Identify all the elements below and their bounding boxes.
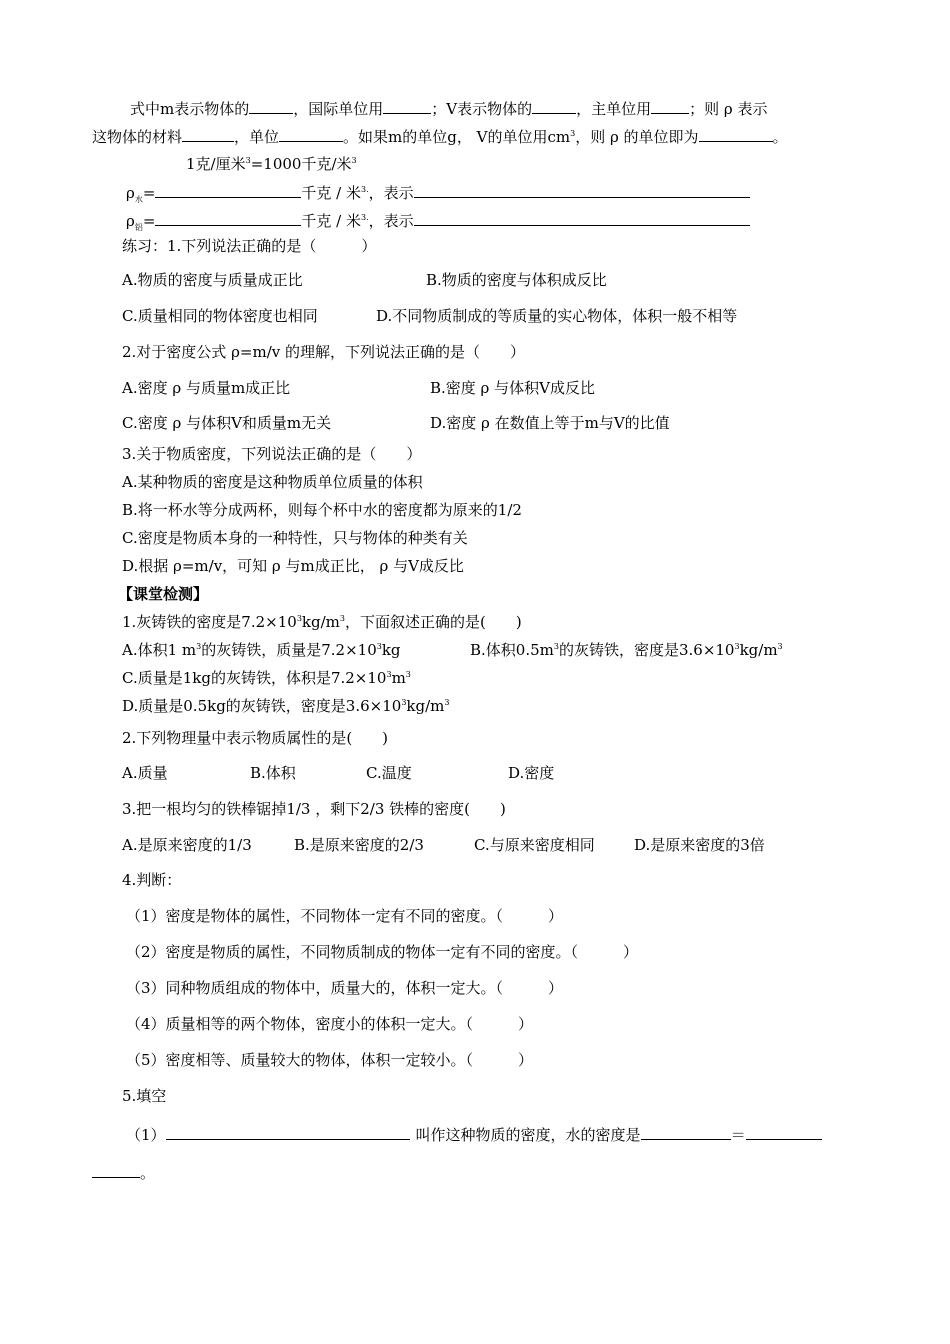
question-title: 2.对于密度公式 ρ=m/v 的理解，下列说法正确的是（ ） [122, 343, 525, 361]
blank[interactable] [155, 182, 301, 198]
rho-symbol: ρ [126, 212, 135, 230]
superscript: 3 [351, 156, 357, 165]
text: 。 [140, 1164, 156, 1182]
option [122, 640, 401, 660]
option: B.将一杯水等分成两杯，则每个杯中水的密度都为原来的1/2 [122, 501, 522, 519]
option: A.是原来密度的1/3 [122, 836, 252, 854]
superscript: 3. [361, 213, 369, 222]
text: ，单位 [234, 128, 280, 146]
subscript: 水 [134, 195, 143, 204]
blank[interactable] [92, 1162, 140, 1178]
option: A.物质的密度与质量成正比 [122, 271, 303, 289]
option: C.温度 [366, 764, 412, 782]
text: D.质量是0.5kg的灰铸铁，密度是3.6×10 [122, 697, 402, 715]
section-heading: 【课堂检测】 [118, 585, 209, 603]
practice-title: 练习：1.下列说法正确的是（ ） [122, 237, 377, 255]
fill-line [126, 1124, 822, 1145]
option: D.根据 ρ=m/v，可知 ρ 与m成正比， ρ 与V成反比 [122, 557, 464, 575]
blank[interactable] [182, 126, 234, 142]
option: C.与原来密度相同 [474, 836, 595, 854]
text: 。如果m的单位g， V的单位用cm [343, 128, 571, 146]
blank[interactable] [746, 1124, 822, 1140]
option: A.某种物质的密度是这种物质单位质量的体积 [122, 473, 423, 491]
text: 。 [772, 128, 788, 146]
blank[interactable] [155, 210, 301, 226]
text: kg [381, 641, 401, 659]
question-title: 2.下列物理量中表示物质属性的是( ) [122, 729, 389, 747]
blank[interactable] [414, 210, 750, 226]
question-title [122, 612, 522, 632]
superscript: 3 [401, 698, 407, 707]
blank[interactable] [641, 1124, 731, 1140]
option: D.是原来密度的3倍 [634, 836, 765, 854]
text: 叫作这种物质的密度，水的密度是 [415, 1126, 641, 1144]
intro-line-1 [130, 98, 767, 119]
option: C.质量相同的物体密度也相同 [122, 307, 318, 325]
text: ，下面叙述正确的是( ) [344, 613, 522, 631]
superscript: 3 [339, 614, 345, 623]
option: B.物质的密度与体积成反比 [426, 271, 607, 289]
superscript: 3 [570, 129, 576, 138]
option: B.是原来密度的2/3 [294, 836, 424, 854]
judge-item: （5）密度相等、质量较大的物体，体积一定较小。（ ） [126, 1051, 534, 1069]
blank[interactable] [532, 98, 576, 114]
text: 式中m表示物体的 [130, 100, 250, 118]
text: C.质量是1kg的灰铸铁，体积是7.2×10 [122, 669, 387, 687]
text: kg/m [301, 613, 340, 631]
rho-al-line [126, 210, 750, 231]
superscript: 3 [245, 156, 251, 165]
blank[interactable] [166, 1124, 410, 1140]
text: ，表示 [368, 184, 414, 202]
judge-item: （2）密度是物质的属性，不同物质制成的物体一定有不同的密度。（ ） [126, 943, 639, 961]
text: ；则 ρ 表示 [689, 100, 768, 118]
option: D.密度 [508, 764, 555, 782]
question-title: 3.把一根均匀的铁棒锯掉1/3 ，剩下2/3 铁棒的密度( ) [122, 800, 506, 818]
text: 的灰铸铁，密度是3.6×10 [558, 641, 735, 659]
superscript: 3 [444, 698, 450, 707]
option [122, 696, 449, 716]
fill-line-cont [92, 1162, 155, 1183]
text: ，则 ρ 的单位即为 [575, 128, 699, 146]
blank[interactable] [699, 126, 773, 142]
text: =1000千克/米 [250, 155, 352, 173]
judge-item: （3）同种物质组成的物体中，质量大的，体积一定大。（ ） [126, 979, 564, 997]
text: kg/m [739, 641, 778, 659]
text: ，表示 [368, 212, 414, 230]
text: ；V表示物体的 [431, 100, 533, 118]
superscript: 3 [376, 642, 382, 651]
text: ，国际单位用 [293, 100, 384, 118]
blank[interactable] [383, 98, 431, 114]
option: C.密度是物质本身的一种特性，只与物体的种类有关 [122, 529, 468, 547]
superscript: 3 [196, 642, 202, 651]
text: （1） [126, 1126, 166, 1144]
text: 千克 / 米 [301, 184, 361, 202]
option: A.质量 [122, 764, 168, 782]
blank[interactable] [279, 126, 343, 142]
question-title: 5.填空 [122, 1087, 167, 1105]
intro-line-2 [92, 126, 788, 147]
superscript: 3 [405, 670, 411, 679]
text: = [142, 212, 156, 230]
superscript: 3 [734, 642, 740, 651]
option: D.密度 ρ 在数值上等于m与V的比值 [430, 414, 670, 432]
text: 这物体的材料 [92, 128, 183, 146]
superscript: 3. [361, 185, 369, 194]
text: 的灰铸铁，质量是7.2×10 [201, 641, 377, 659]
superscript: 3 [553, 642, 559, 651]
text: m [391, 669, 406, 687]
text: A.体积1 m [122, 641, 197, 659]
text: = [142, 184, 156, 202]
judge-item: （1）密度是物体的属性，不同物体一定有不同的密度。（ ） [126, 907, 564, 925]
superscript: 3 [296, 614, 302, 623]
blank[interactable] [249, 98, 293, 114]
blank[interactable] [414, 182, 750, 198]
option [122, 668, 411, 688]
judge-item: （4）质量相等的两个物体，密度小的体积一定大。（ ） [126, 1015, 534, 1033]
option: A.密度 ρ 与质量m成正比 [122, 379, 291, 397]
text: 1.灰铸铁的密度是7.2×10 [122, 613, 297, 631]
rho-water-line [126, 182, 750, 203]
rho-symbol: ρ [126, 184, 135, 202]
conversion-line [186, 154, 357, 174]
subscript: 铝 [134, 223, 143, 232]
superscript: 3 [777, 642, 783, 651]
text: kg/m [406, 697, 445, 715]
superscript: 3 [386, 670, 392, 679]
question-title: 4.判断： [122, 871, 182, 889]
question-title: 3.关于物质密度，下列说法正确的是（ ） [122, 445, 422, 463]
text: ＝ [730, 1126, 746, 1144]
text: ，主单位用 [576, 100, 652, 118]
text: 1克/厘米 [186, 155, 246, 173]
option: D.不同物质制成的等质量的实心物体，体积一般不相等 [376, 307, 738, 325]
option: B.体积 [250, 764, 296, 782]
text: B.体积0.5m [470, 641, 554, 659]
option: C.密度 ρ 与体积V和质量m无关 [122, 414, 332, 432]
option [470, 640, 783, 660]
blank[interactable] [651, 98, 689, 114]
option: B.密度 ρ 与体积V成反比 [430, 379, 595, 397]
text: 千克 / 米 [301, 212, 361, 230]
